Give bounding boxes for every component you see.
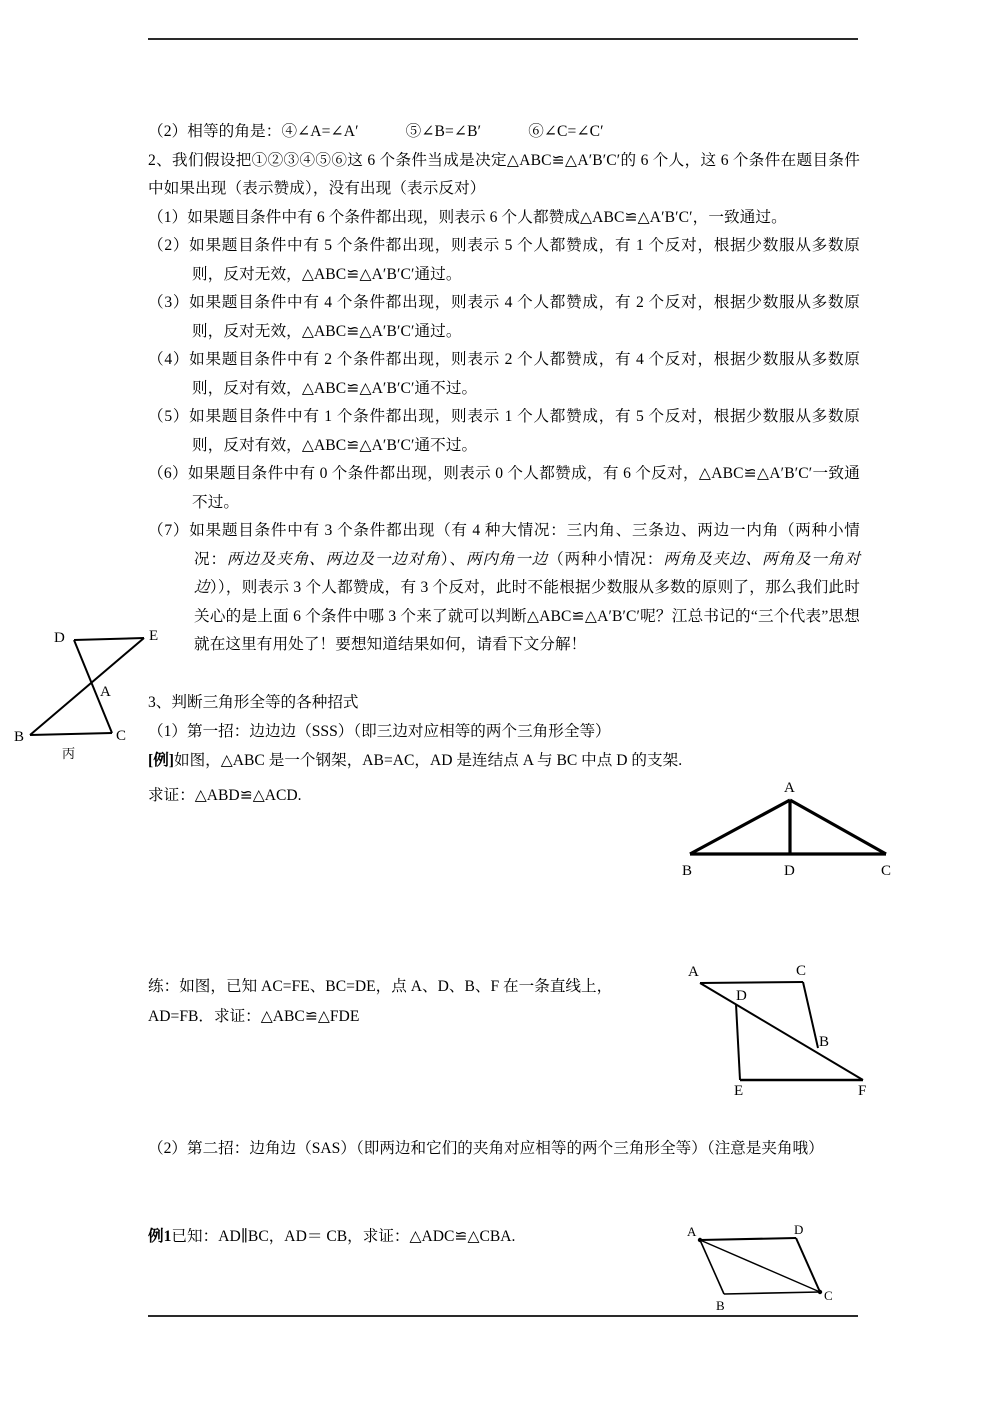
sas-section: [148, 1134, 860, 1164]
example-text: 如图，△ABC 是一个钢架，AB=AC，AD 是连结点 A 与 BC 中点 D 的支架.: [173, 752, 683, 769]
practice-section: [148, 972, 668, 1032]
bowtie-figure-bing: [12, 618, 172, 768]
item-7-part-a: （7）如果题目条件中有 3 个条件都出现（有 4 种大情况：三内角、三条边、两边一内角（两种小情况：: [148, 522, 860, 568]
roof-label-D: D: [784, 863, 795, 879]
parallelogram-abcd: [668, 1218, 868, 1318]
roof-label-C: C: [881, 863, 892, 879]
paragraph-sub-item-4: （4）如果题目条件中有 2 个条件都出现，则表示 2 个人都赞成，有 4 个反对，根据少数服从多数原则，反对有效，△ABC≌△A′B′C′通不过。: [148, 351, 860, 397]
par-label-D: D: [794, 1222, 804, 1237]
header-rule: [148, 38, 858, 40]
item-7-italic-1: 两边及夹角、两边及一边对角: [226, 550, 441, 568]
quad-label-E: E: [734, 1083, 744, 1099]
bowtie-label-D: D: [54, 630, 65, 646]
item-7-part-c: （两种小情况：: [548, 550, 664, 568]
paragraph-item-2-intro: 2、我们假设把①②③④⑤⑥这 6 个条件当成是决定△ABC≌△A′B′C′的 6 个人，这 6 个条件在题目条件中如果出现（表示赞成），没有出现（表示反对）: [148, 151, 860, 197]
example-1-text: 已知：AD∥BC，AD＝ CB，求证：△ADC≌△CBA.: [171, 1228, 516, 1245]
quad-label-B: B: [819, 1034, 830, 1050]
item-7-italic-2: 两内角一边: [465, 550, 549, 568]
paragraph-sub-item-5: （5）如果题目条件中有 1 个条件都出现，则表示 1 个人都赞成，有 5 个反对，根据少数服从多数原则，反对有效，△ABC≌△A′B′C′通不过。: [148, 408, 860, 454]
quad-label-C: C: [796, 963, 807, 979]
paragraph-sub-item-2: （2）如果题目条件中有 5 个条件都出现，则表示 5 个人都赞成，有 1 个反对，根据少数服从多数原则，反对无效，△ABC≌△A′B′C′通过。: [148, 237, 860, 283]
par-label-C: C: [824, 1288, 833, 1303]
bowtie-label-A: A: [100, 684, 111, 700]
paragraph-sub-item-3: （3）如果题目条件中有 4 个条件都出现，则表示 4 个人都赞成，有 2 个反对，根据少数服从多数原则，反对无效，△ABC≌△A′B′C′通过。: [148, 294, 860, 340]
main-text-column: [148, 118, 860, 660]
item-7-italic-3: 两角及夹边、两角及一角对边: [194, 550, 861, 596]
paragraph-move-1: （1）第一招：边边边（SSS）（即三边对应相等的两个三角形全等）: [148, 723, 611, 740]
quad-label-F: F: [858, 1083, 867, 1099]
bowtie-label-C: C: [116, 728, 127, 744]
paragraph-prove-1: 求证：△ABD≌△ACD.: [148, 787, 302, 804]
triangle-abc-with-median-ad: [668, 772, 918, 887]
quad-label-D: D: [736, 988, 747, 1004]
roof-label-A: A: [784, 780, 795, 796]
bowtie-label-B: B: [14, 729, 25, 745]
item-7-part-d: ）），则表示 3 个人都赞成，有 3 个反对，此时不能根据少数服从多数的原则了，那么我们此时关心的是上面 6 个条件中哪 3 个来了就可以判断△ABC≌△A′B′C′呢？江总书记的“三个代表”思想就在这里有用处了！要想知道结果如何，请看下文分解！: [194, 579, 860, 653]
example-label: [例]: [148, 752, 174, 769]
heading-item-3: 3、判断三角形全等的各种招式: [148, 694, 359, 711]
roof-label-B: B: [682, 863, 693, 879]
paragraph-sub-item-1: （1）如果题目条件中有 6 个条件都出现，则表示 6 个人都赞成△ABC≌△A′B′C′，一致通过。: [148, 208, 787, 226]
paragraph-move-2: （2）第二招：边角边（SAS）（即两边和它们的夹角对应相等的两个三角形全等）（注意是夹角哦）: [148, 1140, 824, 1157]
paragraph-example-1: [148, 1222, 708, 1252]
practice-line-2: AD=FB．求证：△ABC≌△FDE: [148, 1008, 360, 1025]
par-label-B: B: [716, 1298, 725, 1313]
paragraph-sub-item-6: （6）如果题目条件中有 0 个条件都出现，则表示 0 个人都赞成，有 6 个反对，△ABC≌△A′B′C′一致通不过。: [148, 465, 860, 511]
practice-line-1: 练：如图，已知 AC=FE、BC=DE，点 A、D、B、F 在一条直线上，: [148, 978, 613, 995]
bowtie-caption-bing: 丙: [62, 746, 76, 761]
example-1-label: 例1: [148, 1228, 172, 1245]
paragraph-example: [148, 746, 860, 775]
item-7-part-b: ）、: [440, 550, 466, 568]
example-1-section: [148, 1222, 708, 1252]
par-label-A: A: [687, 1224, 697, 1239]
paragraph-sub-item-7: [148, 517, 860, 660]
quad-label-A: A: [688, 964, 699, 980]
paragraph-equal-angles: （2）相等的角是：④∠A=∠A′ ⑤∠B=∠B′ ⑥∠C=∠C′: [148, 123, 604, 140]
bowtie-label-E: E: [149, 628, 159, 644]
figure-abc-fde: [678, 958, 878, 1098]
